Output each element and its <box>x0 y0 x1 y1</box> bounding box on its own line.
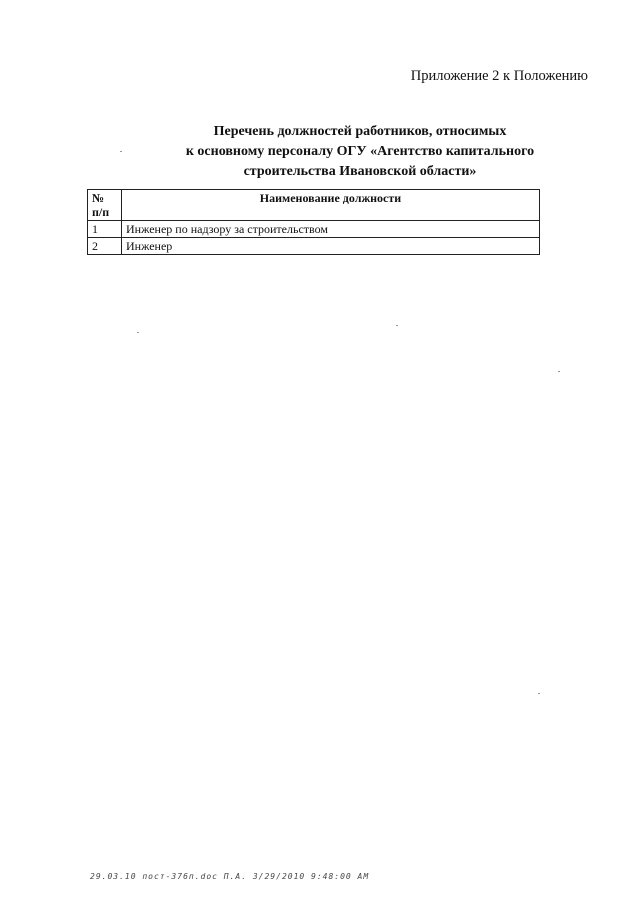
title-line-2: к основному персоналу ОГУ «Агентство капитального <box>185 144 535 159</box>
scan-speck <box>137 332 139 333</box>
title-line-3: строительства Ивановской области» <box>243 164 477 179</box>
scan-speck <box>538 693 540 694</box>
header-position-name: Наименование должности <box>122 190 540 221</box>
scan-speck <box>558 371 560 372</box>
row-position-name: Инженер <box>122 238 540 255</box>
table-row <box>88 221 540 238</box>
table-header <box>88 190 540 221</box>
appendix-note: Приложение 2 к Положению <box>410 68 588 84</box>
scan-speck <box>396 325 398 326</box>
table-body <box>88 221 540 255</box>
row-number: 2 <box>88 238 122 255</box>
header-number <box>88 190 122 221</box>
title-line-1: Перечень должностей работников, относимых <box>213 124 507 139</box>
scan-speck <box>120 151 122 152</box>
footer-stamp: 29.03.10 пост-376п.doc П.А. 3/29/2010 9:48:00 AM <box>90 872 370 881</box>
header-number-line-1: № <box>92 191 105 205</box>
table-row <box>88 238 540 255</box>
table-header-row <box>88 190 540 221</box>
header-number-line-2: п/п <box>92 205 110 219</box>
positions-table <box>87 189 540 255</box>
row-number: 1 <box>88 221 122 238</box>
document-title <box>150 122 570 182</box>
row-position-name: Инженер по надзору за строительством <box>122 221 540 238</box>
